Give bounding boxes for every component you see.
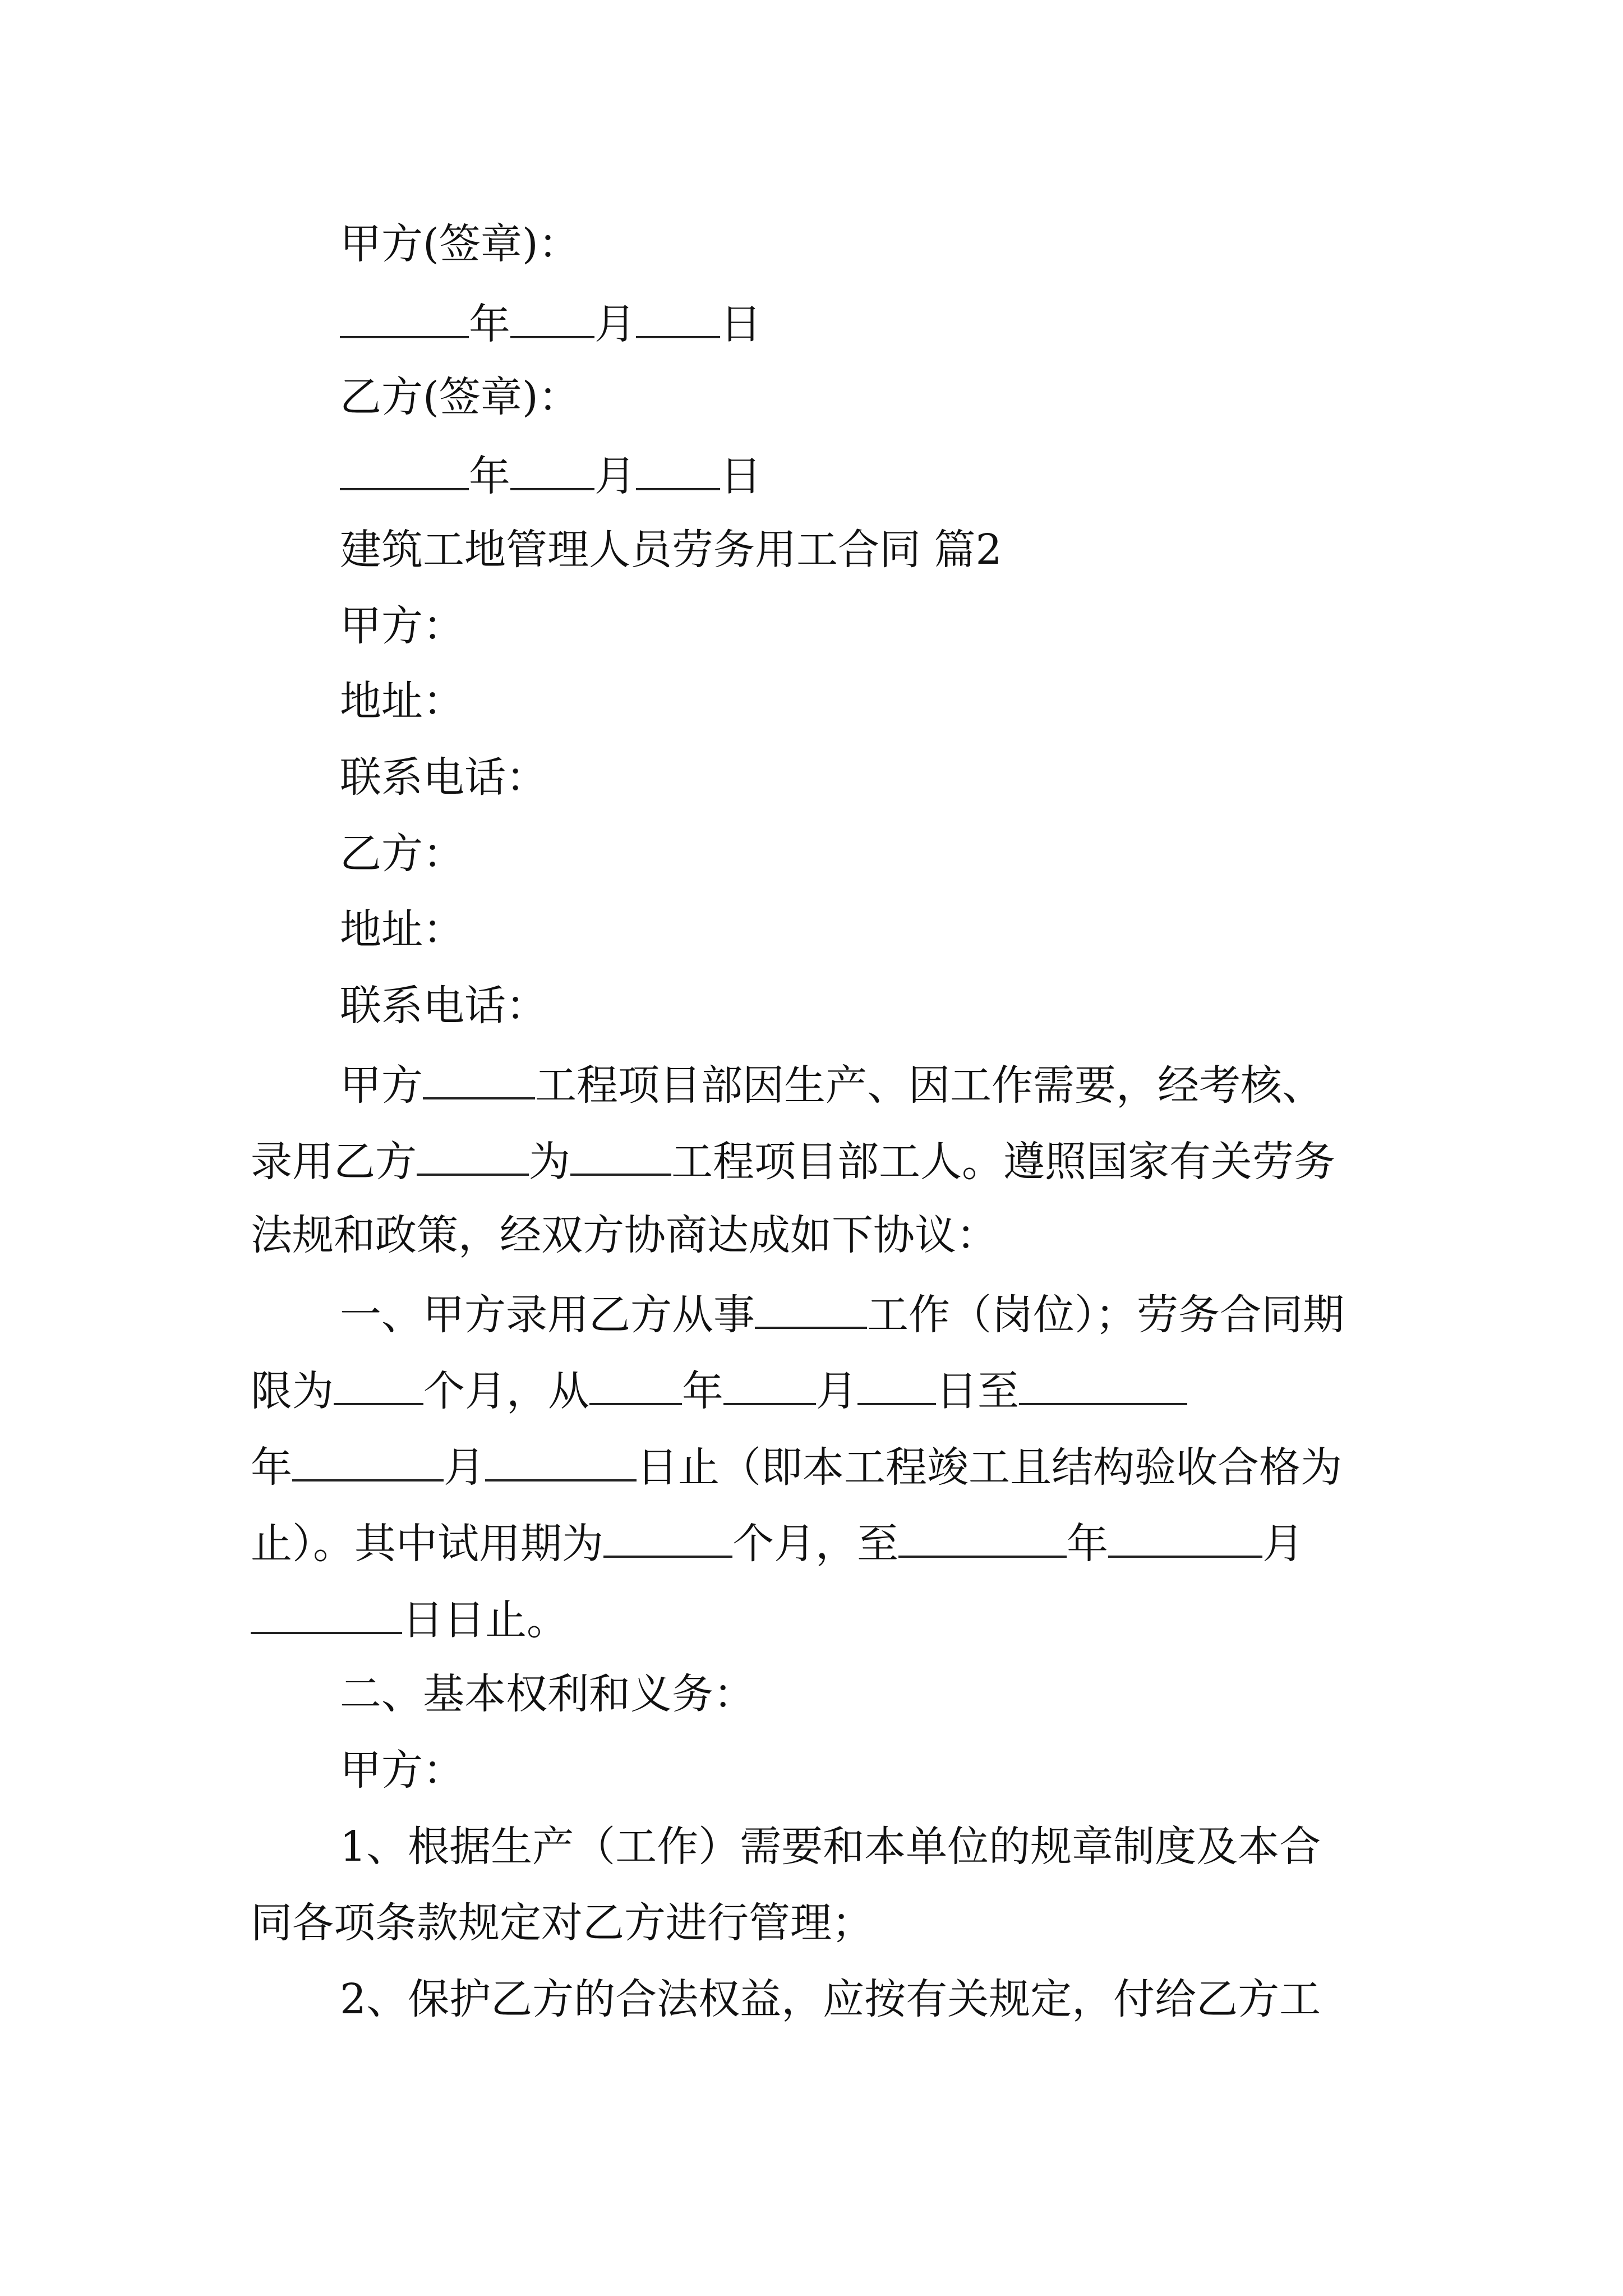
- month-label: 月: [594, 300, 636, 348]
- clause1-line-5: [251, 1589, 568, 1645]
- party-b-phone: 联系电话：: [340, 982, 547, 1030]
- text-segment: 月: [816, 1367, 857, 1415]
- clause2-item1-line-2: 同各项条款规定对乙方进行管理；: [251, 1899, 873, 1947]
- clause2-heading: 二、基本权利和义务：: [340, 1670, 755, 1718]
- text-segment: 年: [251, 1443, 292, 1492]
- party-b-address: 地址：: [340, 905, 464, 954]
- text-segment: 月: [444, 1443, 485, 1492]
- day-blank: [485, 1437, 637, 1481]
- text-segment: 年: [682, 1367, 723, 1415]
- project-blank: [570, 1131, 671, 1176]
- text-segment: 个月，至: [732, 1520, 898, 1568]
- party-b-signature: 乙方(签章)：: [340, 373, 580, 421]
- party-b-date-line: [340, 445, 762, 501]
- day-label: 日: [720, 300, 762, 348]
- text-segment: 月: [1262, 1520, 1304, 1568]
- month-blank: [510, 293, 594, 338]
- section-heading: 建筑工地管理人员劳务用工合同 篇2: [340, 526, 1002, 574]
- day-blank: [636, 293, 720, 338]
- text-segment: 工程项目部因生产、因工作需要，经考核、: [535, 1061, 1324, 1110]
- party-a-signature: 甲方(签章)：: [340, 220, 580, 268]
- text-segment: 日止（即本工程竣工且结构验收合格为: [637, 1443, 1342, 1492]
- project-blank: [423, 1055, 535, 1099]
- party-a-date-line: [340, 293, 762, 349]
- months-blank: [334, 1360, 423, 1405]
- day-label: 日: [720, 452, 762, 500]
- text-segment: 工程项目部工人。遵照国家有关劳务: [671, 1138, 1335, 1186]
- year-blank: [340, 293, 469, 338]
- text-segment: 录用乙方: [251, 1138, 417, 1186]
- party-a-phone: 联系电话：: [340, 753, 547, 802]
- trial-months-blank: [603, 1513, 732, 1558]
- clause1-line-4: [251, 1513, 1304, 1569]
- intro-line-2: [251, 1131, 1335, 1187]
- month-blank: [510, 445, 594, 490]
- clause2-item2-line-1: 2、保护乙方的合法权益，应按有关规定，付给乙方工: [340, 1975, 1321, 2023]
- clause2-item1-line-1: 1、根据生产（工作）需要和本单位的规章制度及本合: [340, 1823, 1321, 1871]
- text-segment: 日至: [936, 1367, 1019, 1415]
- work-blank: [755, 1284, 867, 1329]
- intro-line-1: [340, 1055, 1324, 1111]
- clause1-line-3: [251, 1437, 1342, 1493]
- month-blank: [292, 1437, 444, 1481]
- party-a-address: 地址：: [340, 677, 464, 725]
- year-blank: [340, 445, 469, 490]
- day-blank: [251, 1589, 402, 1634]
- day-blank: [857, 1360, 936, 1405]
- end-year-blank: [1019, 1360, 1187, 1405]
- text-segment: 限为: [251, 1367, 334, 1415]
- clause1-line-1: [340, 1284, 1344, 1340]
- text-segment: 工作（岗位）；劳务合同期: [867, 1291, 1344, 1339]
- text-segment: 个月，从: [423, 1367, 589, 1415]
- year-label: 年: [469, 300, 510, 348]
- year-blank: [898, 1513, 1067, 1558]
- month-label: 月: [594, 452, 636, 500]
- text-segment: 止）。其中试用期为: [251, 1520, 603, 1568]
- text-segment: 为: [529, 1138, 570, 1186]
- text-segment: 一、甲方录用乙方从事: [340, 1291, 755, 1339]
- year-label: 年: [469, 452, 510, 500]
- month-blank: [1108, 1513, 1262, 1558]
- name-blank: [417, 1131, 529, 1176]
- text-segment: 日日止。: [402, 1596, 568, 1644]
- text-segment: 甲方: [340, 1061, 423, 1110]
- intro-line-3: 法规和政策，经双方协商达成如下协议：: [251, 1211, 998, 1259]
- party-a-label: 甲方：: [340, 602, 464, 650]
- party-b-label: 乙方：: [340, 830, 464, 878]
- month-blank: [723, 1360, 816, 1405]
- year-blank: [589, 1360, 682, 1405]
- text-segment: 年: [1067, 1520, 1108, 1568]
- day-blank: [636, 445, 720, 490]
- clause1-line-2: [251, 1360, 1187, 1416]
- clause2-party-a: 甲方：: [340, 1746, 464, 1795]
